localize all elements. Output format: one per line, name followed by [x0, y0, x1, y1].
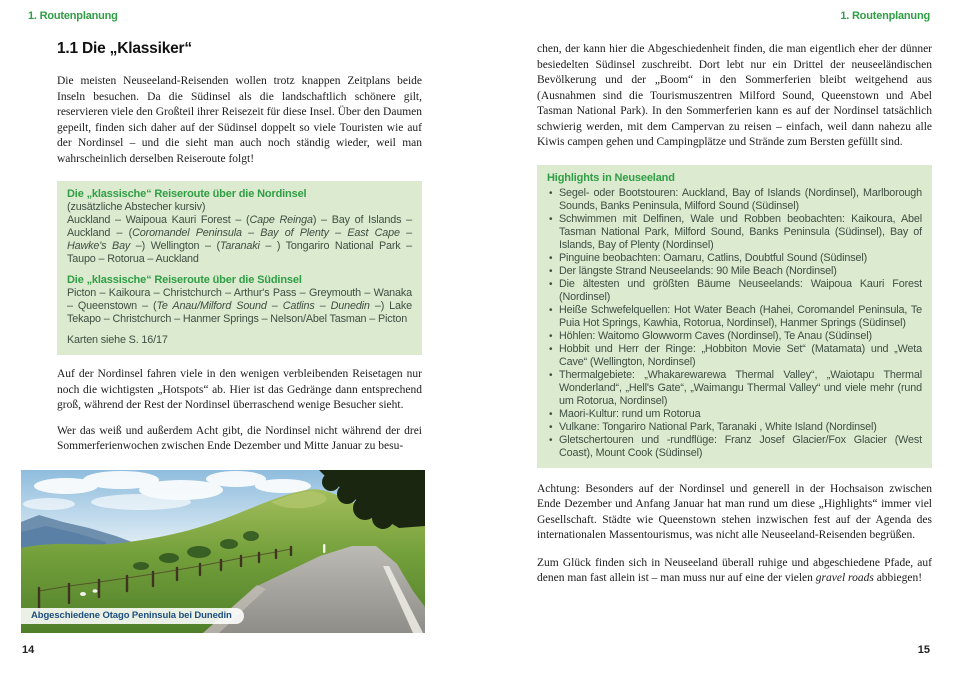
highlights-box	[537, 165, 932, 468]
list-item: • Vulkane: Tongariro National Park, Taranaki , White Island (Nordinsel)	[547, 421, 922, 434]
list-item: • Segel- oder Bootstouren: Auckland, Bay of Islands (Nordinsel), Marlborough Sounds, Banks Peninsula, Milford Sound (Südinsel)	[547, 187, 922, 213]
list-item: • Maori-Kultur: rund um Rotorua	[547, 408, 922, 421]
photo-caption: Abgeschiedene Otago Peninsula bei Dunedin	[21, 608, 244, 624]
list-item: • Thermalgebiete: „Whakarewarewa Thermal Valley“, „Waiotapu Thermal Wonderland“, „Hell's Gate“, „Waimangu Thermal Valley“ und viele mehr (rund um Rotorua, Nordinsel)	[547, 369, 922, 408]
running-head-left: 1. Routenplanung	[28, 10, 118, 22]
list-item: • Pinguine beobachten: Oamaru, Catlins, Doubtful Sound (Südinsel)	[547, 252, 922, 265]
list-item: • Gletschertouren und -rundflüge: Franz Josef Glacier/Fox Glacier (West Coast), Mount Cook (Südinsel)	[547, 434, 922, 460]
right-page-column	[537, 42, 932, 587]
landscape-photo	[21, 470, 425, 633]
list-item: • Höhlen: Waitomo Glowworm Caves (Nordinsel), Te Anau (Südinsel)	[547, 330, 922, 343]
route-box	[57, 181, 422, 355]
paragraph: Zum Glück finden sich in Neuseeland überall ruhige und abgeschiedene Pfade, auf denen man fast allein ist – man muss nur auf eine der vielen gravel roads abbiegen!	[537, 556, 932, 584]
route-box-title-south: Die „klassische“ Reiseroute über die Südinsel	[67, 274, 302, 286]
paragraph: Auf der Nordinsel fahren viele in den wenigen verbleibenden Reisetagen nur noch die wichtigsten „Hotspots“ ab. Hier ist das Gedränge dann entsprechend groß, während der Rest der Nordinsel überraschend wenige Besucher sieht.	[57, 368, 422, 411]
highlights-list	[547, 187, 922, 460]
left-page-column	[57, 40, 422, 455]
paragraph: Wer das weiß und außerdem Acht gibt, die Nordinsel nicht während der drei Sommerferienwochen zwischen Ende Dezember und Mitte Januar zu besu-	[57, 424, 422, 452]
route-box-subtitle: (zusätzliche Abstecher kursiv)	[67, 201, 206, 213]
route-south: Picton – Kaikoura – Christchurch – Arthur's Pass – Greymouth – Wanaka – Queenstown – (Te Anau/Milford Sound – Catlins – Dunedin –) Lake Tekapo – Christchurch – Hanmer Springs – Nelson/Abel Tasman – Picton	[67, 287, 412, 325]
list-item: • Die ältesten und größten Bäume Neuseelands: Waipoua Kauri Forest (Nordinsel)	[547, 278, 922, 304]
paragraph: Die meisten Neuseeland-Reisenden wollen trotz knappen Zeitplans beide Inseln besuchen. Da die Südinsel als die landschaftlich schönere gilt, reservieren viele den Großteil ihrer Reisezeit für diese Insel. Über den Daumen gepeilt, finden sich daher auf der Südinsel doppelt so viele Touristen wie auf der Nordinsel – und die sieht man auch noch ständig wieder, weil man wahrscheinlich derselben Reiseroute folgt!	[57, 75, 422, 165]
route-box-title-north: Die „klassische“ Reiseroute über die Nordinsel	[67, 188, 307, 200]
page-number-left: 14	[22, 644, 35, 656]
paragraph: Achtung: Besonders auf der Nordinsel und generell in der Hochsaison zwischen Ende Dezember und Anfang Januar hat man rund um diese „Highlights“ immer viel Gesellschaft. Städte wie Queenstown stehen inzwischen fest auf der Agenda des internationalen Massentourismus, was nicht alle Neuseeland-Reisenden begrüßen.	[537, 482, 932, 541]
running-head-right: 1. Routenplanung	[840, 10, 930, 22]
page-number-right: 15	[917, 644, 930, 656]
list-item: • Heiße Schwefelquellen: Hot Water Beach (Hahei, Coromandel Peninsula, Te Puia Hot Springs, Kawhia, Rotorua, Nordinsel), Hanmer Springs (Südinsel)	[547, 304, 922, 330]
list-item: • Der längste Strand Neuseelands: 90 Mile Beach (Nordinsel)	[547, 265, 922, 278]
list-item: • Hobbit und Herr der Ringe: „Hobbiton Movie Set“ (Matamata) und „Weta Cave“ (Wellington, Nordinsel)	[547, 343, 922, 369]
list-item: • Schwimmen mit Delfinen, Wale und Robben beobachten: Kaikoura, Abel Tasman National Park, Milford Sound, Banks Peninsula (Südinsel), Bay of Islands, Bay of Plenty (Nordinsel)	[547, 213, 922, 252]
route-north: Auckland – Waipoua Kauri Forest – (Cape Reinga) – Bay of Islands – Auckland – (Coromandel Peninsula – Bay of Plenty – East Cape – Hawke's Bay –) Wellington – (Taranaki – ) Tongariro National Park – Taupo – Rotorua – Auckland	[67, 214, 413, 265]
highlights-box-title: Highlights in Neuseeland	[547, 171, 675, 184]
section-title: 1.1 Die „Klassiker“	[57, 40, 192, 57]
paragraph: chen, der kann hier die Abgeschiedenheit finden, die man eigentlich eher der dünner besiedelten Südinsel zuschreibt. Dort lebt nur ein Drittel der neuseeländischen Bevölkerung und der „Boom“ in den Sommerferien bleibt weitgehend aus (Ausnahmen sind die Tourismuszentren Milford Sound, Queenstown und Abel Tasman National Park). In den Sommerferien kann es auf der Nordinsel tatsächlich schwierig werden, mit dem Campervan zu reisen – einfach, weil dann nahezu alle Kiwis campen gehen und Campingplätze und Strände zum Bersten gefüllt sind.	[537, 43, 932, 148]
map-note: Karten siehe S. 16/17	[67, 334, 168, 346]
